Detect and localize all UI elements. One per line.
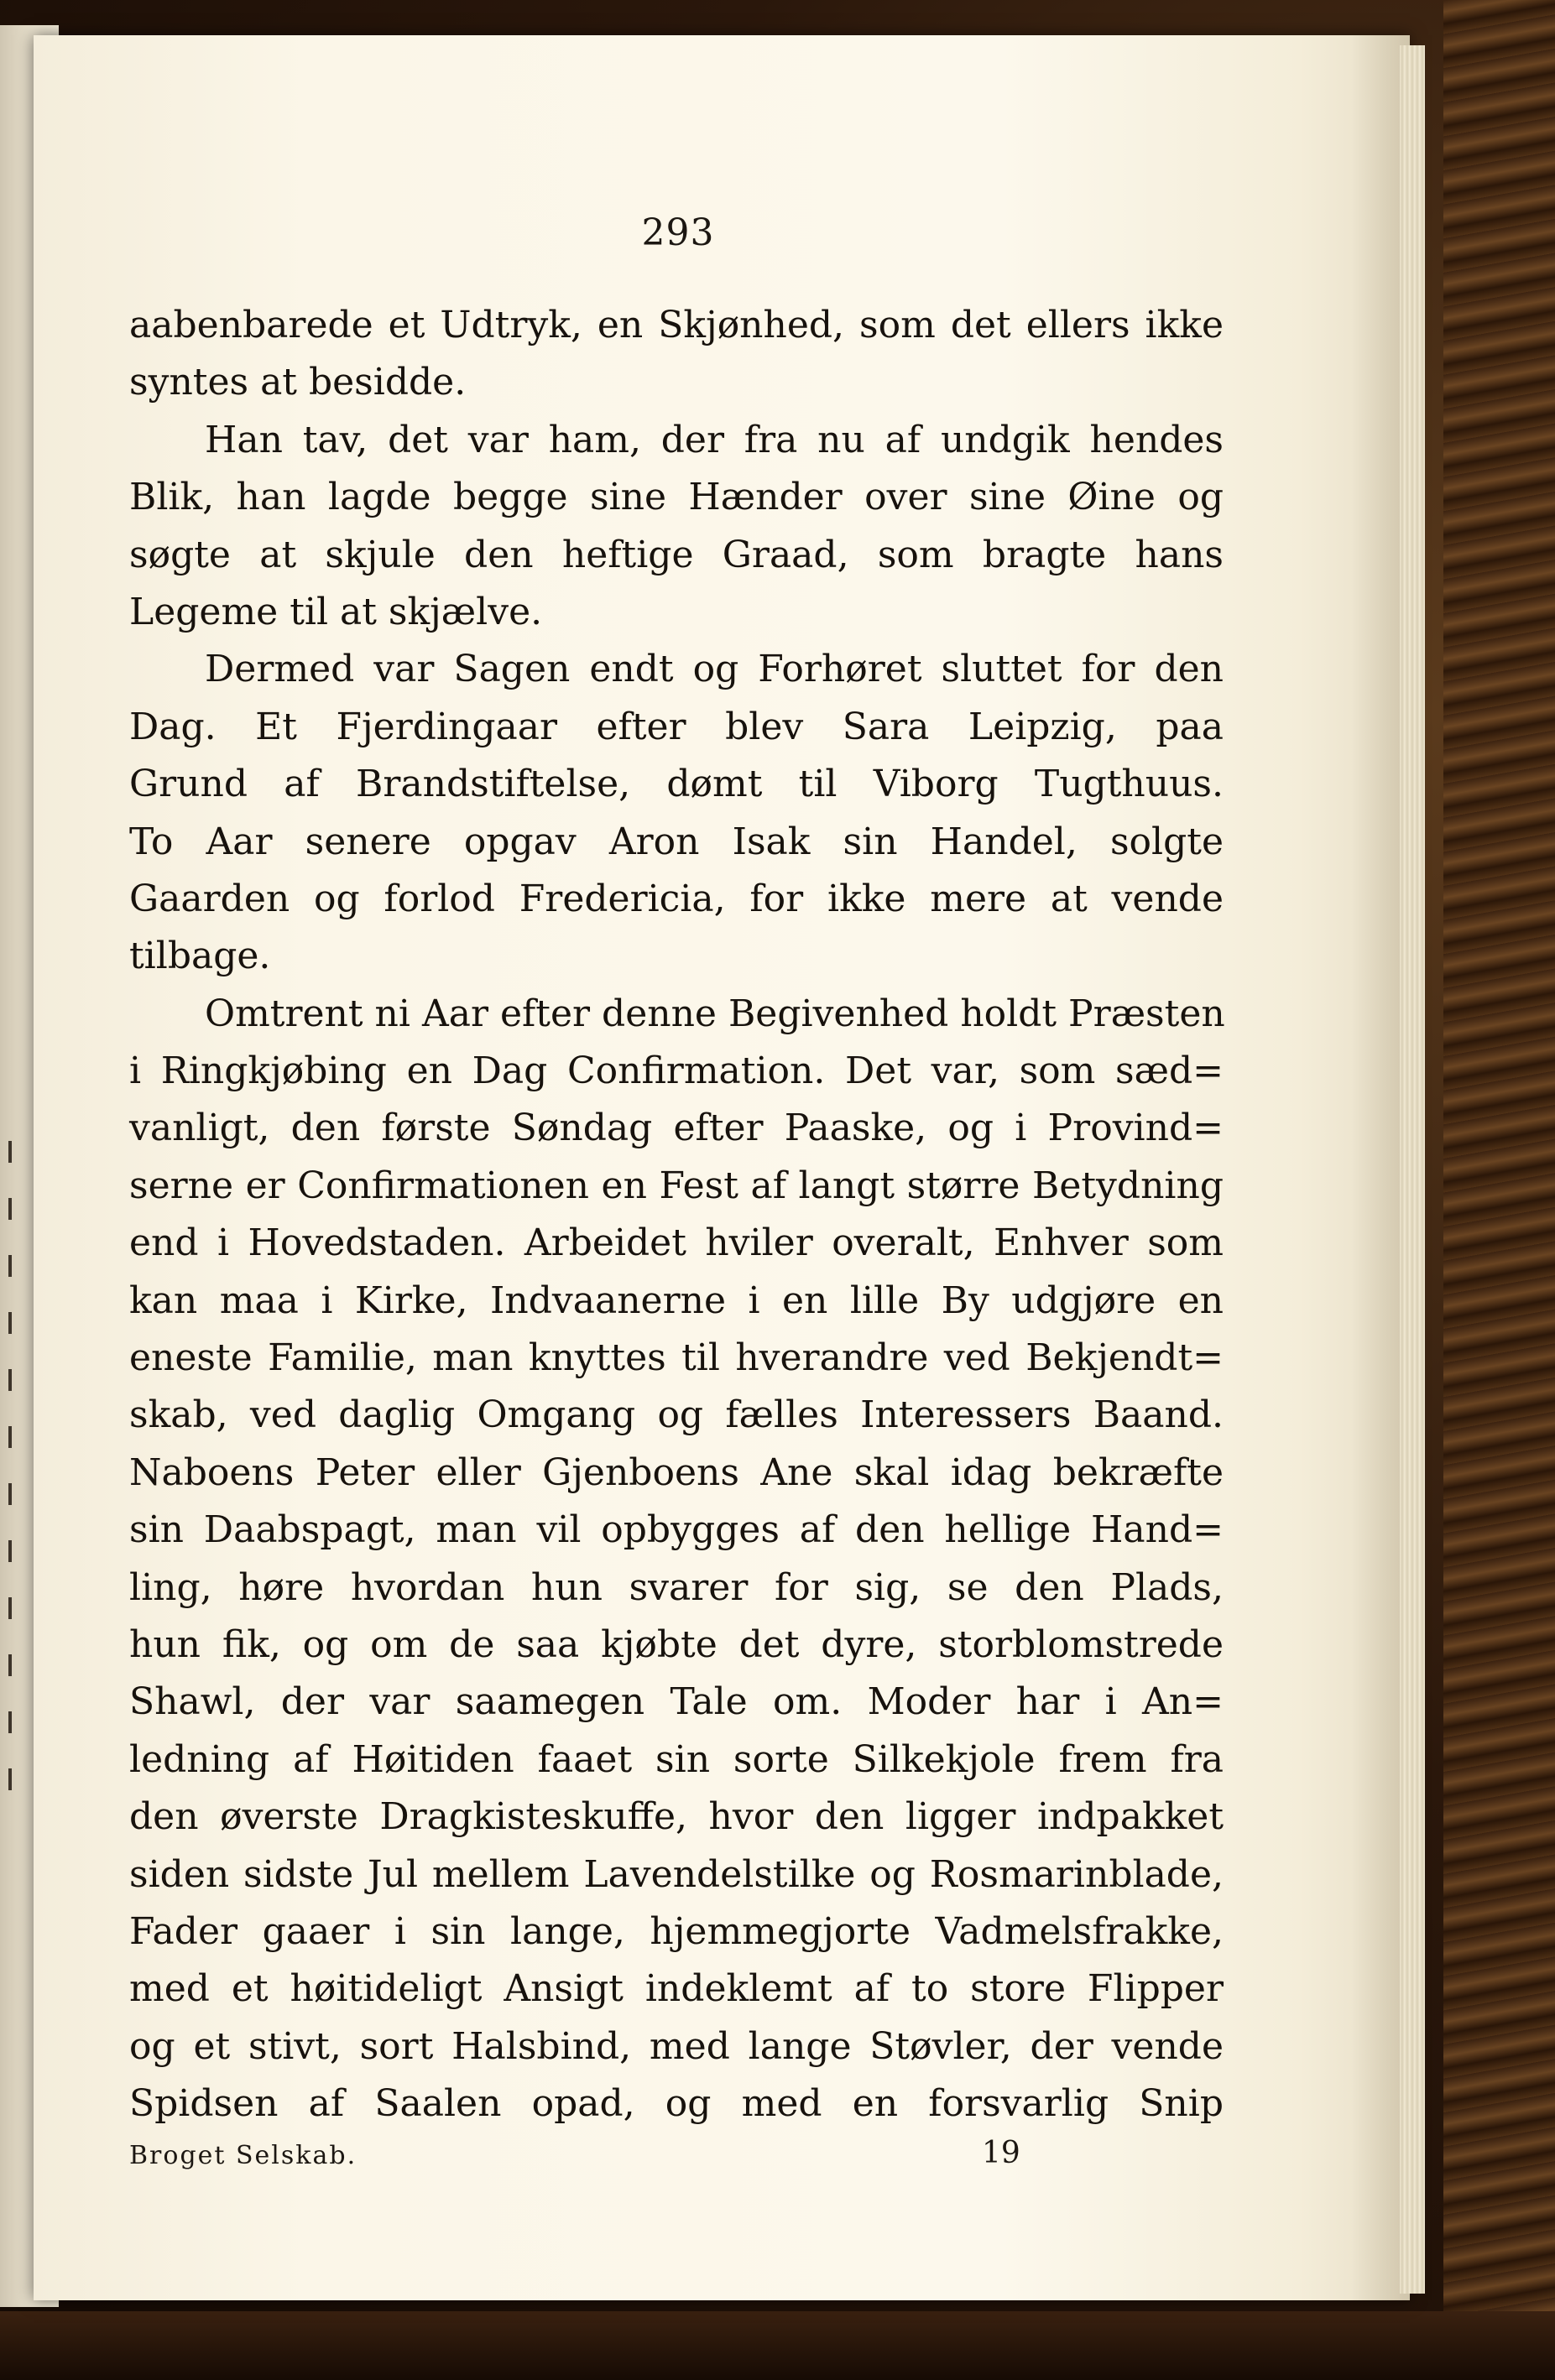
text-line: serne er Confirmationen en Fest af langt større Betydning <box>129 1164 1224 1207</box>
text-line: Fader gaaer i sin lange, hjemmegjorte Vadmelsfrakke, <box>129 1909 1224 1953</box>
text-line: Gaarden og forlod Fredericia, for ikke mere at vende <box>129 877 1224 920</box>
text-line: og et stivt, sort Halsbind, med lange Støvler, der vende <box>129 2024 1224 2068</box>
text-line: eneste Familie, man knyttes til hverandre ved Bekjendt= <box>129 1336 1224 1380</box>
text-line: den øverste Dragkisteskuffe, hvor den ligger indpakket <box>129 1795 1224 1839</box>
page-stack-edge <box>1400 45 1425 2294</box>
body-text <box>129 297 1224 2133</box>
book-page <box>34 35 1410 2300</box>
text-line: kan maa i Kirke, Indvaanerne i en lille By udgjøre en <box>129 1279 1224 1322</box>
text-line: Grund af Brandstiftelse, dømt til Viborg Tugthuus. <box>129 763 1224 806</box>
text-line: vanligt, den første Søndag efter Paaske, og i Provind= <box>129 1107 1224 1150</box>
text-line: sin Daabspagt, man vil opbygges af den hellige Hand= <box>129 1508 1224 1552</box>
text-line: syntes at besidde. <box>129 361 467 404</box>
page-number: 293 <box>641 211 715 254</box>
text-line: Blik, han lagde begge sine Hænder over sine Øine og <box>129 476 1224 519</box>
text-line: To Aar senere opgav Aron Isak sin Handel, solgte <box>129 820 1224 863</box>
previous-page-text-marks <box>3 1141 20 2148</box>
text-line: Naboens Peter eller Gjenboens Ane skal idag bekræfte <box>129 1450 1224 1494</box>
text-line: i Ringkjøbing en Dag Confirmation. Det var, som sæd= <box>129 1049 1224 1093</box>
text-line: hun fik, og om de saa kjøbte det dyre, storblomstrede <box>129 1622 1224 1666</box>
book-cover-bottom <box>0 2311 1555 2380</box>
text-line: ling, høre hvordan hun svarer for sig, se den Plads, <box>129 1565 1224 1609</box>
book-cover-right <box>1443 0 1555 2380</box>
text-line: med et høitideligt Ansigt indeklemt af to store Flipper <box>129 1967 1224 2011</box>
text-line: Dermed var Sagen endt og Forhøret sluttet for den <box>205 648 1224 691</box>
text-line: tilbage. <box>129 935 271 978</box>
signature-mark: Broget Selskab. <box>129 2141 357 2170</box>
text-line: Han tav, det var ham, der fra nu af undgik hendes <box>205 418 1224 461</box>
text-line: Shawl, der var saamegen Tale om. Moder har i An= <box>129 1680 1224 1724</box>
sheet-number: 19 <box>982 2136 1020 2170</box>
text-line: aabenbarede et Udtryk, en Skjønhed, som det ellers ikke <box>129 304 1224 346</box>
text-line: Spidsen af Saalen opad, og med en forsvarlig Snip <box>129 2082 1224 2126</box>
text-line: Dag. Et Fjerdingaar efter blev Sara Leipzig, paa <box>129 705 1224 748</box>
text-line: Legeme til at skjælve. <box>129 590 543 633</box>
text-line: ledning af Høitiden faaet sin sorte Silkekjole frem fra <box>129 1737 1224 1781</box>
text-line: end i Hovedstaden. Arbeidet hviler overalt, Enhver som <box>129 1221 1224 1265</box>
text-line: skab, ved daglig Omgang og fælles Interessers Baand. <box>129 1393 1224 1437</box>
text-line: siden sidste Jul mellem Lavendelstilke og Rosmarinblade, <box>129 1852 1224 1896</box>
text-line: Omtrent ni Aar efter denne Begivenhed holdt Præsten <box>205 992 1225 1035</box>
text-line: søgte at skjule den heftige Graad, som bragte hans <box>129 533 1224 576</box>
